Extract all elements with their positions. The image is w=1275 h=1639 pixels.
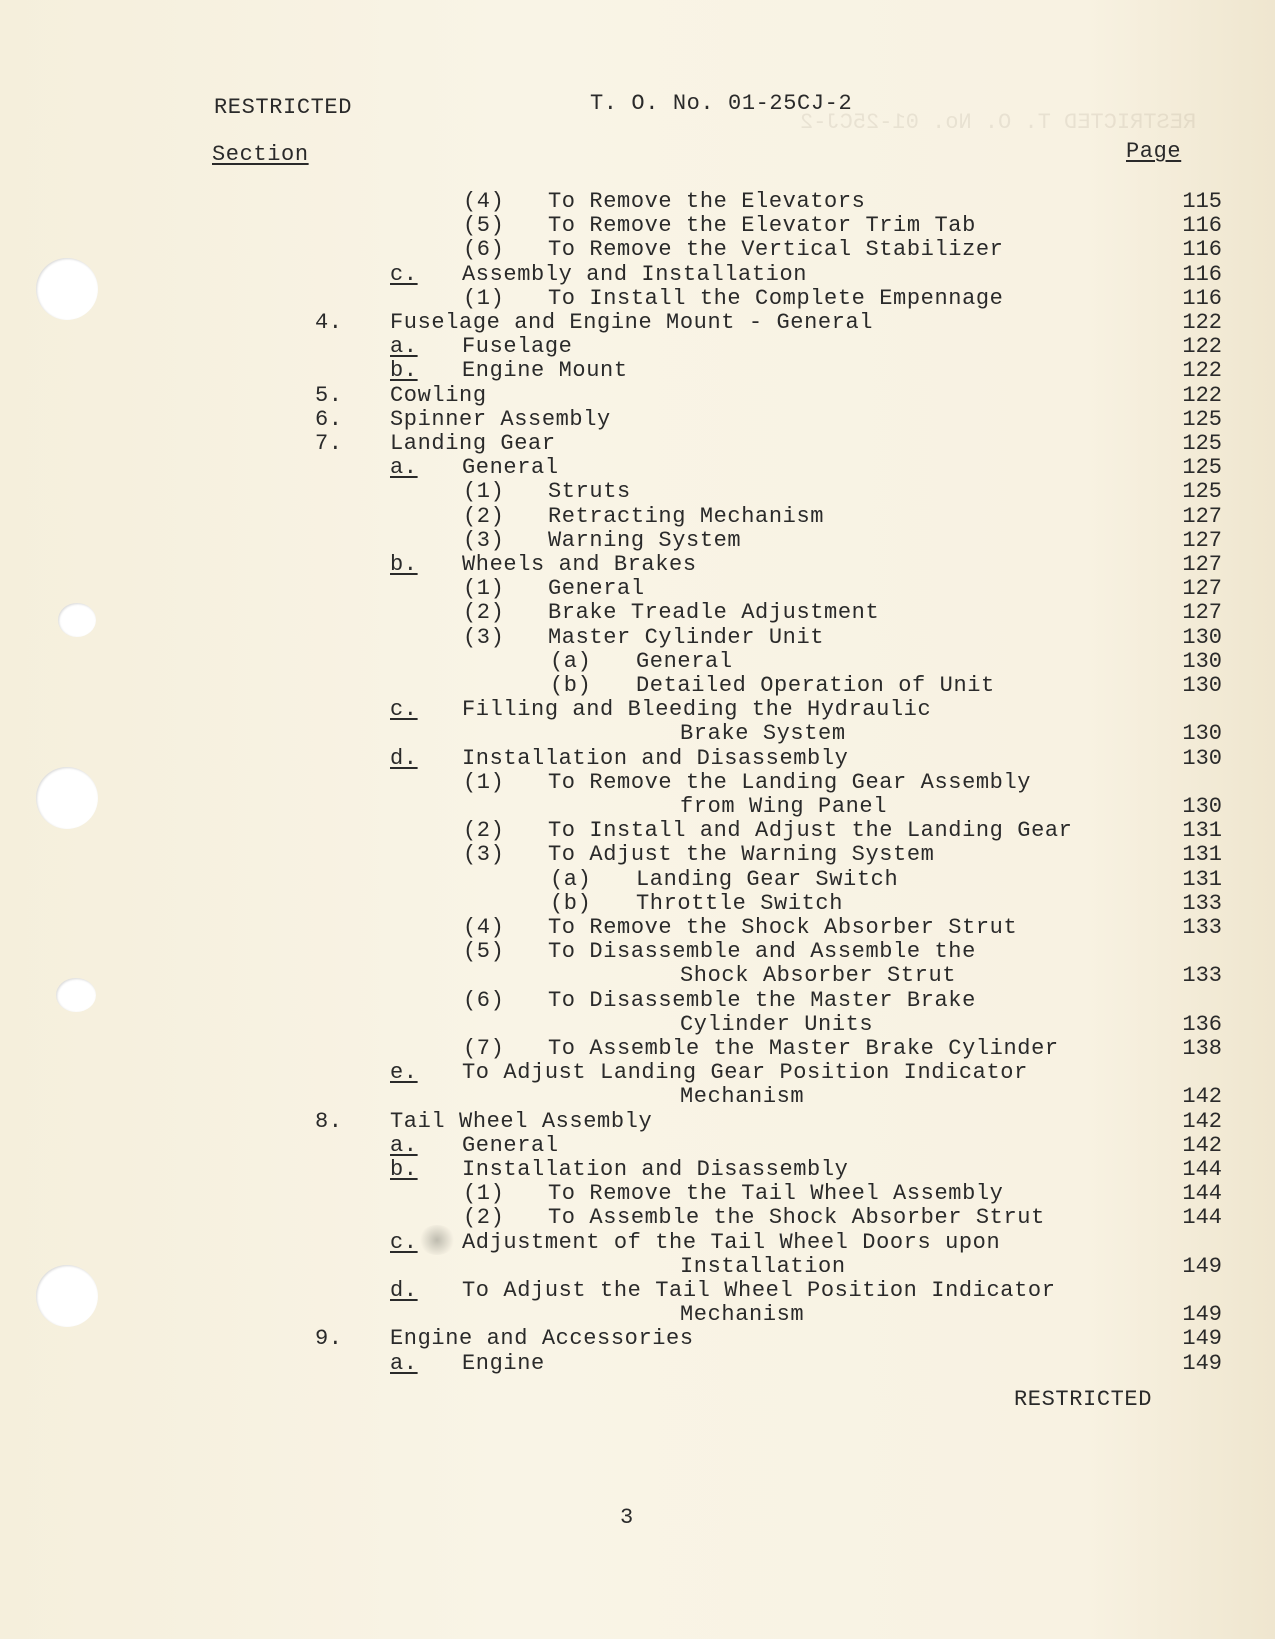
toc-entry-page: 125 [1182, 431, 1222, 456]
toc-entry-page: 138 [1182, 1036, 1222, 1061]
toc-entry-page: 130 [1182, 673, 1222, 698]
toc-entry-title: To Remove the Shock Absorber Strut [548, 915, 1018, 940]
toc-entry-title: Tail Wheel Assembly [390, 1108, 653, 1134]
toc-entry-number: 6. [315, 406, 343, 432]
toc-entry-number: 4. [315, 310, 343, 335]
toc-entry-number: (7) [463, 1036, 505, 1061]
toc-entry-number: 5. [315, 382, 343, 408]
toc-entry-number: (1) [463, 1181, 505, 1207]
toc-entry-number: (3) [463, 624, 505, 650]
toc-entry-title: Wheels and Brakes [462, 552, 697, 577]
toc-entry-number: a. [390, 1350, 418, 1376]
toc-entry-number: 7. [315, 431, 343, 456]
toc-entry-number: (3) [463, 842, 505, 868]
toc-entry-page: 116 [1182, 261, 1222, 287]
toc-entry-number: (1) [463, 285, 505, 311]
toc-entry-title: Throttle Switch [636, 890, 844, 916]
toc-entry-number: c. [390, 697, 418, 723]
binder-hole-1 [36, 258, 98, 320]
toc-entry-page: 122 [1182, 382, 1222, 408]
toc-entry-number: (3) [463, 527, 505, 553]
toc-entry-title: To Adjust Landing Gear Position Indicator [462, 1060, 1028, 1086]
toc-entry-page: 122 [1182, 358, 1222, 384]
toc-entry-number: (6) [463, 987, 505, 1013]
toc-entry-number: 9. [315, 1326, 343, 1352]
toc-entry-title: To Remove the Elevator Trim Tab [548, 213, 976, 239]
toc-entry-number: d. [390, 745, 418, 771]
binder-hole-5 [36, 1265, 98, 1327]
toc-entry-number: (b) [550, 890, 592, 916]
page-column-label: Page [1126, 139, 1182, 164]
toc-entry-page: 122 [1182, 334, 1222, 360]
toc-entry-page: 127 [1182, 503, 1222, 529]
toc-entry-number: (a) [550, 866, 592, 892]
toc-entry-page: 127 [1182, 527, 1222, 553]
toc-entry-number: (5) [463, 939, 505, 965]
toc-entry-title: Landing Gear Switch [636, 866, 899, 892]
toc-entry-page: 142 [1182, 1108, 1222, 1134]
toc-entry-page: 127 [1182, 600, 1222, 626]
toc-entry-page: 136 [1182, 1011, 1222, 1037]
toc-entry-title: To Remove the Vertical Stabilizer [548, 237, 1004, 263]
toc-entry-number: (a) [550, 648, 592, 674]
toc-entry-number: a. [390, 1132, 418, 1158]
toc-entry-title: Fuselage and Engine Mount - General [390, 310, 874, 335]
toc-entry-title: Assembly and Installation [462, 261, 808, 287]
toc-entry-title: To Assemble the Master Brake Cylinder [548, 1036, 1059, 1061]
toc-entry-page: 149 [1182, 1326, 1222, 1352]
toc-entry-page: 127 [1182, 576, 1222, 602]
toc-entry-number: d. [390, 1278, 418, 1303]
toc-entry-number: c. [390, 261, 418, 287]
toc-entry-title: Engine [462, 1350, 545, 1376]
document-number: T. O. No. 01-25CJ-2 [590, 91, 853, 116]
toc-entry-title-continued: Installation [680, 1253, 846, 1279]
toc-entry-title-continued: Mechanism [680, 1302, 805, 1328]
toc-entry-number: (1) [463, 479, 505, 505]
toc-entry-page: 115 [1182, 189, 1222, 214]
toc-entry-page: 133 [1182, 963, 1222, 989]
toc-entry-page: 130 [1182, 721, 1222, 747]
toc-entry-title: Filling and Bleeding the Hydraulic [462, 697, 932, 723]
binder-hole-3 [36, 767, 98, 829]
page-number: 3 [620, 1505, 634, 1530]
toc-entry-page: 142 [1182, 1084, 1222, 1110]
toc-entry-title: Warning System [548, 527, 742, 553]
toc-entry-number: a. [390, 455, 418, 481]
toc-entry-number: b. [390, 1157, 418, 1182]
bleed-through-text: RESTRICTED T. O. No. 01-25CJ-2 [800, 110, 1197, 135]
toc-entry-page: 149 [1182, 1302, 1222, 1328]
toc-entry-title-continued: Mechanism [680, 1084, 805, 1110]
toc-entry-title: General [462, 455, 559, 481]
toc-entry-page: 149 [1182, 1253, 1222, 1279]
toc-entry-page: 125 [1182, 406, 1222, 432]
toc-entry-page: 122 [1182, 310, 1222, 335]
toc-entry-number: a. [390, 334, 418, 360]
toc-entry-page: 149 [1182, 1350, 1222, 1376]
toc-entry-number: (1) [463, 769, 505, 795]
toc-entry-number: (1) [463, 576, 505, 602]
toc-entry-title: To Install and Adjust the Landing Gear [548, 818, 1073, 844]
smudge-mark [418, 1225, 456, 1255]
toc-entry-title: Cowling [390, 382, 487, 408]
toc-entry-page: 131 [1182, 842, 1222, 868]
toc-entry-page: 142 [1182, 1132, 1222, 1158]
toc-entry-title: To Remove the Landing Gear Assembly [548, 769, 1032, 795]
toc-entry-page: 144 [1182, 1157, 1222, 1182]
toc-entry-number: (4) [463, 915, 505, 940]
toc-entry-number: (5) [463, 213, 505, 239]
toc-entry-title-continued: from Wing Panel [680, 794, 888, 819]
toc-entry-page: 130 [1182, 794, 1222, 819]
toc-entry-title: Detailed Operation of Unit [636, 673, 995, 698]
toc-entry-title: Engine and Accessories [390, 1326, 694, 1352]
toc-entry-title: Master Cylinder Unit [548, 624, 825, 650]
toc-entry-title: Installation and Disassembly [462, 745, 849, 771]
toc-entry-page: 131 [1182, 866, 1222, 892]
toc-entry-title: To Remove the Elevators [548, 189, 866, 214]
toc-entry-page: 116 [1182, 285, 1222, 311]
toc-entry-title: Landing Gear [390, 431, 556, 456]
toc-entry-number: (6) [463, 237, 505, 263]
toc-entry-title-continued: Brake System [680, 721, 846, 747]
toc-entry-number: (2) [463, 818, 505, 844]
toc-entry-title: Retracting Mechanism [548, 503, 825, 529]
toc-entry-page: 127 [1182, 552, 1222, 577]
toc-entry-title: Struts [548, 479, 631, 505]
toc-entry-title: To Assemble the Shock Absorber Strut [548, 1205, 1045, 1231]
toc-entry-title-continued: Shock Absorber Strut [680, 963, 957, 989]
toc-entry-title: Adjustment of the Tail Wheel Doors upon [462, 1229, 1001, 1255]
toc-entry-title: To Remove the Tail Wheel Assembly [548, 1181, 1004, 1207]
binder-hole-4 [56, 978, 96, 1012]
toc-entry-title: To Disassemble the Master Brake [548, 987, 976, 1013]
footer-classification: RESTRICTED [1014, 1387, 1153, 1412]
toc-entry-page: 125 [1182, 479, 1222, 505]
toc-entry-title: Brake Treadle Adjustment [548, 600, 880, 626]
toc-entry-number: (2) [463, 1205, 505, 1231]
toc-entry-number: (4) [463, 189, 505, 214]
toc-entry-number: b. [390, 358, 418, 384]
toc-entry-title: General [548, 576, 645, 602]
toc-entry-number: b. [390, 552, 418, 577]
toc-entry-number: c. [390, 1229, 418, 1255]
header-classification: RESTRICTED [214, 95, 353, 120]
toc-entry-page: 130 [1182, 648, 1222, 674]
toc-entry-title: General [636, 648, 733, 674]
toc-entry-title: To Install the Complete Empennage [548, 285, 1004, 311]
section-column-label: Section [212, 142, 309, 167]
toc-entry-title: To Adjust the Warning System [548, 842, 935, 868]
toc-entry-page: 144 [1182, 1181, 1222, 1207]
toc-entry-title-continued: Cylinder Units [680, 1011, 874, 1037]
toc-entry-number: 8. [315, 1108, 343, 1134]
toc-entry-title: Spinner Assembly [390, 406, 611, 432]
toc-entry-number: (b) [550, 673, 592, 698]
toc-entry-title: General [462, 1132, 559, 1158]
toc-entry-page: 131 [1182, 818, 1222, 844]
toc-entry-title: Fuselage [462, 334, 573, 360]
toc-entry-page: 130 [1182, 624, 1222, 650]
toc-entry-page: 125 [1182, 455, 1222, 481]
binder-hole-2 [58, 603, 96, 637]
toc-entry-title: To Adjust the Tail Wheel Position Indicator [462, 1278, 1056, 1303]
toc-entry-page: 144 [1182, 1205, 1222, 1231]
toc-entry-title: Engine Mount [462, 358, 628, 384]
toc-entry-number: (2) [463, 600, 505, 626]
toc-entry-page: 133 [1182, 890, 1222, 916]
toc-entry-title: To Disassemble and Assemble the [548, 939, 976, 965]
toc-entry-page: 116 [1182, 237, 1222, 263]
toc-entry-number: e. [390, 1060, 418, 1086]
toc-entry-number: (2) [463, 503, 505, 529]
toc-entry-title: Installation and Disassembly [462, 1157, 849, 1182]
toc-entry-page: 133 [1182, 915, 1222, 940]
toc-entry-page: 116 [1182, 213, 1222, 239]
toc-entry-page: 130 [1182, 745, 1222, 771]
